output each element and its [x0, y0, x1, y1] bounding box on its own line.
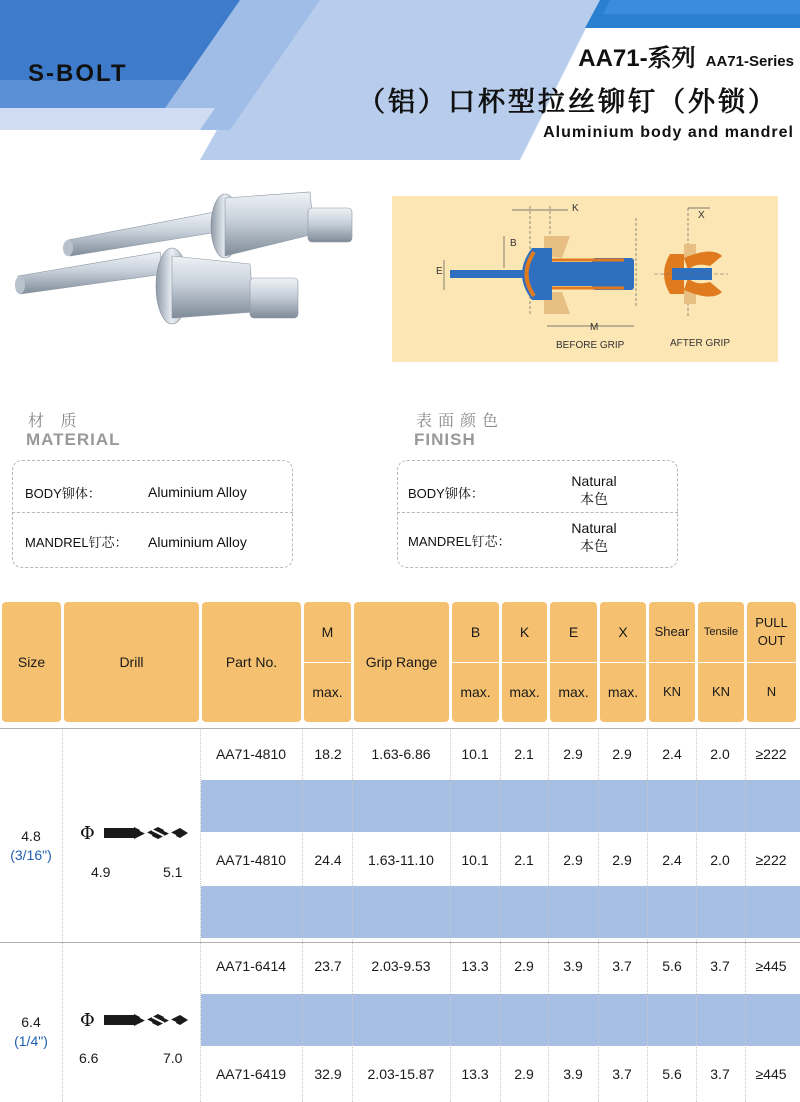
size-value: 6.4	[21, 1014, 41, 1030]
finish-body-value-cn: 本色	[580, 491, 608, 507]
cell-pull: ≥222	[755, 852, 787, 868]
cell-e: 3.9	[563, 1066, 583, 1082]
header-shear	[649, 602, 695, 722]
cell-grip: 2.03-15.87	[367, 1066, 435, 1082]
header-tensile	[698, 602, 744, 722]
rivet-dimension-diagram	[392, 196, 778, 362]
finish-mandrel-label: MANDREL钉芯：	[408, 534, 511, 549]
header-k-label: K	[519, 623, 530, 640]
drill-max: 7.0	[163, 1050, 183, 1066]
cell-pull: ≥222	[755, 746, 787, 762]
finish-heading: FINISH	[414, 430, 476, 449]
header-size: Size	[2, 602, 61, 722]
material-heading: MATERIAL	[26, 430, 121, 449]
cell-e: 3.9	[563, 958, 583, 974]
brand-name: S-BOLT	[28, 60, 128, 87]
cell-k: 2.1	[514, 746, 534, 762]
header-tensile-label: Tensile	[703, 625, 739, 638]
header-grip-range: Grip Range	[354, 602, 449, 722]
size-inch: (1/4")	[14, 1033, 48, 1049]
diameter-symbol: Φ	[80, 823, 95, 844]
table-rule	[0, 942, 800, 943]
label-x: X	[698, 210, 705, 221]
finish-body-value-en: Natural	[571, 473, 617, 489]
column-divider	[500, 728, 501, 1102]
finish-mandrel-value-en: Natural	[571, 520, 617, 536]
cell-b: 10.1	[461, 852, 489, 868]
material-mandrel-label: MANDREL钉芯：	[25, 535, 128, 550]
column-divider	[62, 728, 63, 1102]
header-shear-unit: KN	[649, 662, 695, 723]
header-pull-label: PULL OUT	[755, 614, 788, 648]
cell-part: AA71-4810	[215, 852, 287, 868]
header-pull-out	[747, 602, 796, 722]
cell-tensile: 2.0	[710, 852, 730, 868]
label-m: M	[590, 322, 599, 333]
product-title-english: Aluminium body and mandrel	[543, 124, 794, 141]
header-part-no: Part No.	[202, 602, 301, 722]
cell-e: 2.9	[563, 852, 583, 868]
header-m	[304, 602, 351, 722]
label-e: E	[436, 266, 443, 277]
header-k-unit: max.	[502, 662, 547, 723]
cell-b: 10.1	[461, 746, 489, 762]
finish-mandrel-value-cn: 本色	[580, 538, 608, 554]
finish-box	[397, 460, 678, 568]
header-x-label: X	[618, 623, 628, 640]
size-inch: (3/16")	[10, 847, 52, 863]
label-k: K	[572, 203, 579, 214]
cell-e: 2.9	[563, 746, 583, 762]
column-divider	[200, 728, 201, 1102]
cell-m: 24.4	[314, 852, 342, 868]
header-tensile-unit: KN	[698, 662, 744, 723]
cell-grip: 1.63-6.86	[371, 746, 431, 762]
cell-m: 18.2	[314, 746, 342, 762]
drill-bit-icon	[104, 1009, 188, 1031]
cell-part: AA71-6419	[215, 1066, 287, 1082]
column-divider	[548, 728, 549, 1102]
cell-grip: 1.63-11.10	[368, 852, 434, 868]
cell-shear: 2.4	[662, 746, 682, 762]
header-x-unit: max.	[600, 662, 646, 723]
cell-shear: 5.6	[662, 1066, 682, 1082]
column-divider	[745, 728, 746, 1102]
drill-min: 4.9	[91, 864, 111, 880]
material-body-value: Aluminium Alloy	[148, 484, 247, 500]
finish-mandrel-value	[554, 519, 634, 555]
header-b-label: B	[470, 623, 481, 640]
header-e-label: E	[568, 623, 579, 640]
series-title	[578, 38, 794, 73]
cell-pull: ≥445	[755, 958, 787, 974]
cell-x: 3.7	[612, 1066, 632, 1082]
cell-tensile: 3.7	[710, 1066, 730, 1082]
cell-part: AA71-4810	[215, 746, 287, 762]
cell-part: AA71-6414	[215, 958, 287, 974]
cell-grip: 2.03-9.53	[371, 958, 431, 974]
column-divider	[352, 728, 353, 1102]
cell-tensile: 2.0	[710, 746, 730, 762]
cell-k: 2.1	[514, 852, 534, 868]
cell-tensile: 3.7	[710, 958, 730, 974]
header-x	[600, 602, 646, 722]
header-e	[550, 602, 597, 722]
cell-m: 23.7	[314, 958, 342, 974]
label-after-grip: AFTER GRIP	[670, 338, 731, 349]
header-k	[502, 602, 547, 722]
cell-m: 32.9	[314, 1066, 342, 1082]
cell-pull: ≥445	[755, 1066, 787, 1082]
column-divider	[302, 728, 303, 1102]
material-box	[12, 460, 293, 568]
finish-body-label: BODY铆体：	[408, 486, 484, 501]
header-b-unit: max.	[452, 662, 499, 723]
cell-shear: 5.6	[662, 958, 682, 974]
cell-x: 2.9	[612, 746, 632, 762]
rivet-photo	[10, 190, 360, 350]
label-before-grip: BEFORE GRIP	[556, 340, 625, 351]
drill-min: 6.6	[79, 1050, 99, 1066]
header-shear-label: Shear	[654, 623, 690, 639]
series-english: AA71-Series	[705, 53, 794, 70]
cell-x: 3.7	[612, 958, 632, 974]
header-e-unit: max.	[550, 662, 597, 723]
column-divider	[647, 728, 648, 1102]
cell-b: 13.3	[461, 958, 489, 974]
size-value: 4.8	[21, 828, 41, 844]
cell-k: 2.9	[514, 958, 534, 974]
cell-x: 2.9	[612, 852, 632, 868]
header-pull-unit: N	[747, 662, 796, 723]
finish-body-value	[554, 472, 634, 508]
material-body-label: BODY铆体：	[25, 486, 101, 501]
material-heading-chinese: 材 质	[28, 413, 83, 430]
table-rule	[0, 728, 800, 729]
product-title-chinese: （铝）口杯型拉丝铆钉（外锁）	[358, 87, 778, 117]
drill-bit-icon	[104, 822, 188, 844]
page-header	[0, 0, 800, 160]
finish-divider	[397, 512, 678, 513]
cell-b: 13.3	[461, 1066, 489, 1082]
material-mandrel-value: Aluminium Alloy	[148, 534, 247, 550]
column-divider	[598, 728, 599, 1102]
column-divider	[450, 728, 451, 1102]
column-divider	[696, 728, 697, 1102]
rivet-lower	[15, 248, 298, 324]
drill-max: 5.1	[163, 864, 183, 880]
header-drill: Drill	[64, 602, 199, 722]
label-b: B	[510, 238, 517, 249]
cell-k: 2.9	[514, 1066, 534, 1082]
series-code: AA71-系列	[578, 45, 696, 72]
header-b	[452, 602, 499, 722]
finish-heading-chinese: 表面颜色	[416, 413, 505, 430]
header-m-label: M	[321, 623, 334, 640]
header-m-unit: max.	[304, 662, 351, 723]
cell-shear: 2.4	[662, 852, 682, 868]
rivet-upper	[63, 192, 352, 258]
material-divider	[12, 512, 293, 513]
diameter-symbol: Φ	[80, 1010, 95, 1031]
